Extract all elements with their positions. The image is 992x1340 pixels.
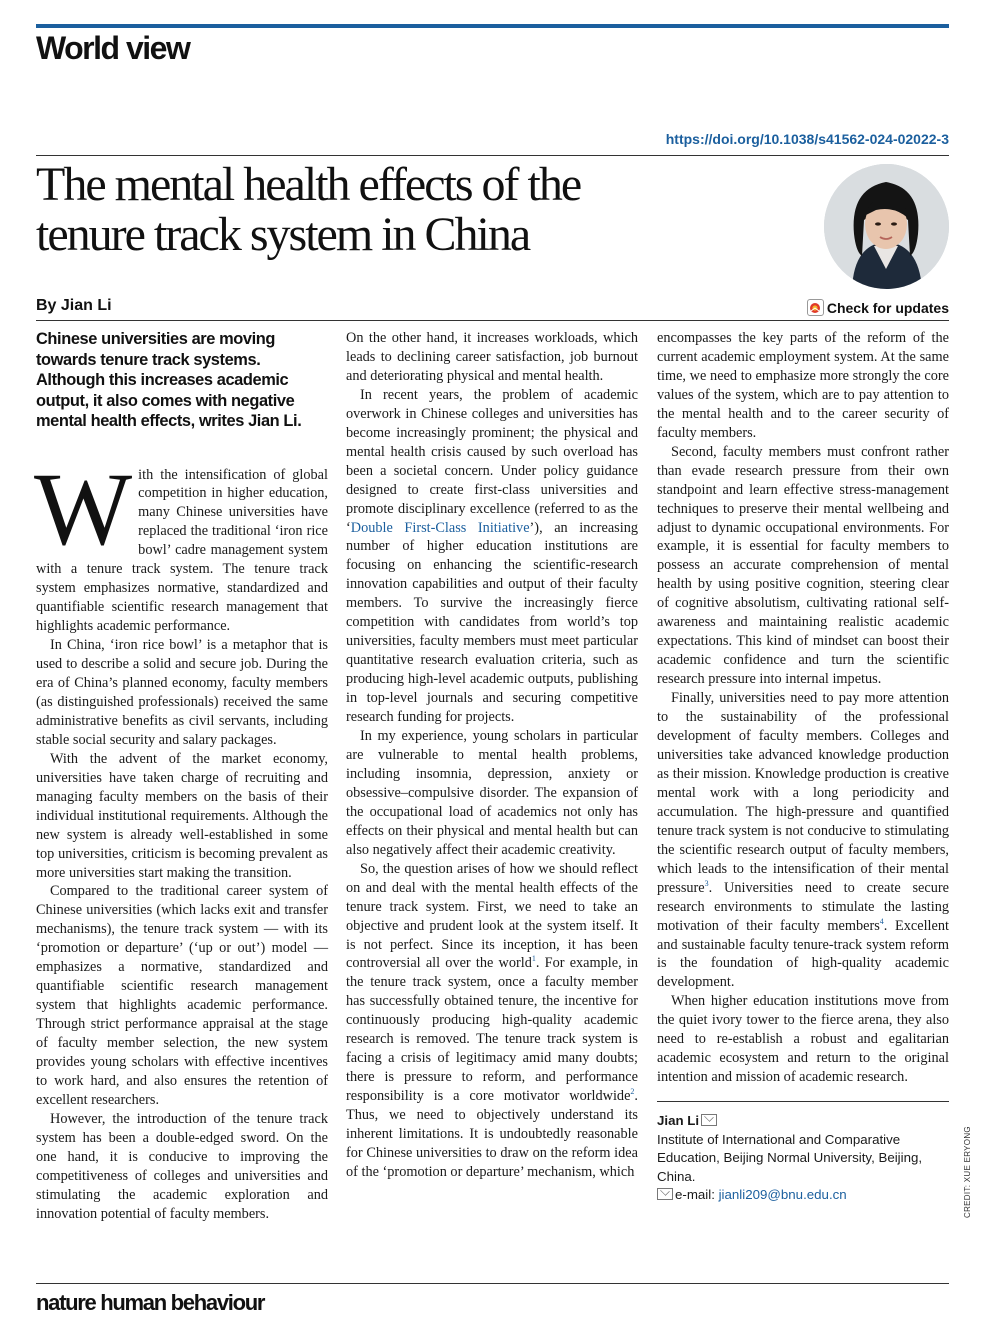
photo-credit: CREDIT: XUE ERYONG: [963, 1126, 972, 1218]
paragraph: However, the introduction of the tenure track system has been a double-edged sword. On the one hand, it is conducive to improving the competitiveness of colleges and universities and stimulating the academic exploration and innovation potential of faculty members.: [36, 1110, 328, 1222]
reference-link[interactable]: 3: [704, 878, 709, 888]
double-first-class-link[interactable]: Double First-Class Initiative: [350, 519, 530, 536]
divider: [36, 320, 949, 321]
paragraph-text: Finally, universities need to pay more attention to the sustainability of the professional development of faculty members. Colleges and universities take advanced knowledge production as their mission. Knowledge production is creative mental work with a long periodicity and accumulation. The high-pressure and quantified tenure track system is not conducive to stimulating the scientific research output of faculty members, which leads to the intensification of their mental pressure: [657, 690, 949, 896]
paragraph-text: ith the intensification of global competition in higher education, many Chinese universities have replaced the traditional ‘iron rice bowl’ cadre management system with a tenure track system. The tenure track system emphasizes normative, standardized and quantifiable scientific research management that highlights academic performance.: [36, 466, 328, 635]
paragraph-text: So, the question arises of how we should reflect on and deal with the mental health effects of the tenure track system. First, we need to take an objective and prudent look at the system itself. It is not perfect. Since its inception, it has been controversial all over the world: [346, 860, 638, 972]
drop-cap: W: [34, 451, 133, 567]
paragraph-text: . Thus, we need to objectively understand its inherent limitations. It is undoubtedly reasonable for Chinese universities to draw on the reform idea of the ‘promotion or departure’ mechanism, which: [346, 1088, 638, 1180]
paragraph: [657, 689, 949, 992]
check-updates-button[interactable]: [807, 299, 949, 316]
author-portrait-icon: [824, 164, 949, 289]
divider: [36, 155, 949, 156]
author-affiliation: Institute of International and Comparative Education, Beijing Normal University, Beijing, China.: [657, 1131, 923, 1184]
email-label: e-mail:: [675, 1187, 719, 1203]
reference-link[interactable]: 4: [879, 916, 884, 926]
paragraph-text: . Universities need to create secure research environments to stimulate the lasting motivation of their faculty members: [657, 879, 949, 934]
paragraph: On the other hand, it increases workloads, which leads to declining career satisfaction, job burnout and deteriorating physical and mental health.: [346, 330, 638, 384]
paragraph: [34, 451, 328, 637]
doi-link[interactable]: https://doi.org/10.1038/s41562-024-02022-3: [665, 131, 949, 147]
paragraph: [346, 860, 638, 1182]
paragraph: encompasses the key parts of the reform of the current academic employment system. At the same time, we need to emphasize more strongly the core values of the system, which are to pay attention to the mental health and to the career security of faculty members.: [657, 330, 949, 441]
column-3: [657, 329, 949, 1205]
paragraph: In China, ‘iron rice bowl’ is a metaphor that is used to describe a solid and secure job. During the era of China’s planned economy, faculty members (as distinguished professionals) received the same administrative benefits as civil servants, including stable social security and salary packages.: [36, 637, 328, 748]
email-link[interactable]: jianli209@bnu.edu.cn: [718, 1187, 847, 1203]
paragraph-text: . Excellent and sustainable faculty tenure-track system reform is the foundation of high-quality academic development.: [657, 917, 949, 991]
mail-icon: [657, 1188, 673, 1200]
byline: By Jian Li: [36, 297, 112, 314]
paragraph-text: In recent years, the problem of academic overwork in Chinese colleges and universities has become increasingly prominent; the physical and mental health crisis caused by such overload has been a societal concern. Under policy guidance designed to create first-class universities and promote disciplinary excellence (referred to as the ‘: [346, 386, 638, 536]
paragraph: When higher education institutions move from the quiet ivory tower to the fierce arena, they also need to re-establish a robust and egalitarian academic ecosystem and return to the original intention and mission of academic research.: [657, 993, 949, 1086]
paragraph: In my experience, young scholars in particular are vulnerable to mental health problems, including insomnia, depression, anxiety or obsessive–compulsive disorder. The expansion of the occupational load of academics not only has effects on their physical and mental health but can also negatively affect their academic creativity.: [346, 728, 638, 858]
article-title: The mental health effects of the tenure track system in China: [36, 158, 581, 261]
column-1: [36, 329, 328, 1224]
standfirst: Chinese universities are moving towards tenure track systems. Although this increases academic output, it also comes with negative mental health effects, writes Jian Li.: [36, 330, 302, 430]
section-title: World view: [36, 30, 190, 66]
reference-link[interactable]: 1: [531, 954, 536, 964]
column-2: [346, 329, 638, 1182]
author-name: Jian Li: [657, 1113, 700, 1129]
author-block: [657, 1101, 949, 1205]
mail-icon: [701, 1114, 717, 1126]
top-rule: [36, 24, 949, 28]
journal-logo: nature human behaviour: [36, 1290, 265, 1315]
paragraph: [346, 386, 638, 727]
paragraph: Compared to the traditional career system of Chinese universities (which lacks exit and transfer mechanisms), the tenure track system — with its ‘promotion or departure’ (‘up or out’) model — emphasizes a normative, standardized and quantifiable scientific research management system that highlights academic performance. Through strict performance appraisal at the stage of faculty member selection, the new system provides young scholars with effective incentives to work hard, and also ensures the retention of excellent researchers.: [36, 883, 328, 1108]
paragraph: Second, faculty members must confront rather than evade research pressure from their own standpoint and learn effective stress-management techniques to preserve their mental wellbeing and adjust to dynamic occupational environments. For example, it is essential for faculty members to possess an accurate comprehension of mental health by using positive cognition, steering clear of cognitive absolutism, cultivating rational self-awareness and maintaining realistic academic expectations. This kind of mindset can boost their academic confidence and turn the scientific research pressure into internal impetus.: [657, 443, 949, 688]
author-photo: [824, 164, 949, 289]
paragraph-text: . For example, in the tenure track system, once a faculty member has successfully obtained tenure, the incentive for continuously producing high-quality academic research is removed. The tenure track system is facing a crisis of legitimacy amid many doubts; there is pressure to reform, and performance responsibility is a core motivator worldwide: [346, 955, 638, 1105]
paragraph-text: ’), an increasing number of higher education institutions are focusing on enhancing the scientific-research innovation capabilities and output of their faculty members. To survive the increasingly fierce competition with candidates from world’s top universities, faculty members must meet particular quantitative research evaluation criteria, such as producing high-level academic outputs, publishing in top-level journals and securing competitive research funding for projects.: [346, 519, 638, 726]
paragraph: With the advent of the market economy, universities have taken charge of recruiting and managing faculty members on the basis of their individual institutional requirements. Although the new system is already well-established in some top universities, criticism is becoming prevalent as more universities start making the transition.: [36, 750, 328, 881]
check-updates-label: Check for updates: [826, 299, 949, 316]
divider: [36, 1283, 949, 1284]
check-updates-icon: [807, 299, 824, 316]
reference-link[interactable]: 2: [630, 1087, 635, 1097]
